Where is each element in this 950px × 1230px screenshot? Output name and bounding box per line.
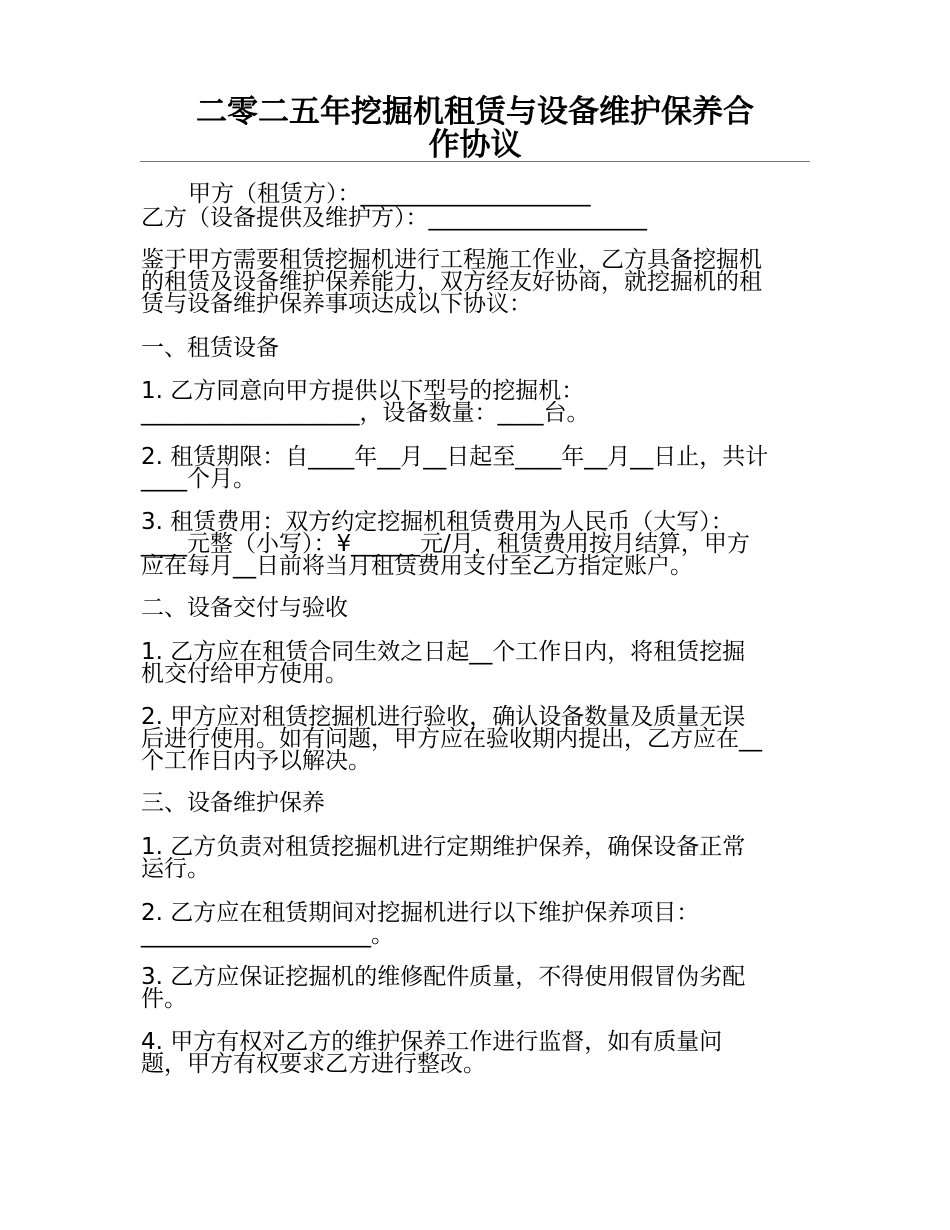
section-2-item-2: [141, 706, 813, 772]
section-1-item-1: [141, 380, 813, 424]
section-1-item-3: [141, 511, 813, 577]
title-divider: [140, 161, 810, 162]
section-heading: 三、设备维护保养: [141, 790, 325, 816]
title-line-2: 作协议: [428, 127, 522, 163]
clause-line: ____________________。: [141, 922, 394, 948]
clause-line: 1. 乙方负责对租赁挖掘机进行定期维护保养，确保设备正常: [141, 834, 746, 860]
section-3-heading: [141, 792, 813, 814]
clause-line: 2. 乙方应在租赁期间对挖掘机进行以下维护保养项目：: [141, 900, 700, 926]
party-a-line: [141, 183, 813, 205]
section-3-item-4: [141, 1031, 813, 1075]
clause-line: 机交付给甲方使用。: [141, 661, 348, 687]
title-line-1: 二零二五年挖掘机租赁与设备维护保养合: [196, 94, 754, 130]
clause-line: 1. 乙方应在租赁合同生效之日起__个工作日内，将租赁挖掘: [141, 639, 746, 665]
clause-line: ____元整（小写）：¥______元/月，租赁费用按月结算，甲方: [141, 531, 750, 557]
clause-line: 应在每月__日前将当月租赁费用支付至乙方指定账户。: [141, 553, 693, 579]
clause-line: ___________________，设备数量：____台。: [141, 400, 590, 426]
clause-line: 题，甲方有权要求乙方进行整改。: [141, 1051, 486, 1077]
clause-line: 4. 甲方有权对乙方的维护保养工作进行监督，如有质量问: [141, 1029, 723, 1055]
party-b-line: [141, 207, 813, 229]
section-3-item-3: [141, 966, 813, 1010]
section-heading: 二、设备交付与验收: [141, 595, 348, 621]
section-2-item-1: [141, 641, 813, 685]
section-3-item-1: [141, 836, 813, 880]
clause-line: 1. 乙方同意向甲方提供以下型号的挖掘机：: [141, 378, 585, 404]
clause-line: 个工作日内予以解决。: [141, 748, 371, 774]
clause-line: 3. 乙方应保证挖掘机的维修配件质量，不得使用假冒伪劣配: [141, 964, 746, 990]
clause-line: ____个月。: [141, 466, 256, 492]
document-title: [140, 96, 810, 162]
section-3-item-2: [141, 902, 813, 946]
clause-line: 运行。: [141, 856, 210, 882]
clause-line: 2. 甲方应对租赁挖掘机进行验收，确认设备数量及质量无误: [141, 704, 746, 730]
section-1-item-2: [141, 446, 813, 490]
clause-line: 2. 租赁期限：自____年__月__日起至____年__月__日止，共计: [141, 444, 769, 470]
preamble-line-2: 的租赁及设备维护保养能力，双方经友好协商，就挖掘机的租: [141, 269, 762, 295]
party-a: 甲方（租赁方）：____________________: [188, 181, 591, 207]
section-1-heading: [141, 337, 813, 359]
clause-line: 后进行使用。如有问题，甲方应在验收期内提出，乙方应在__: [141, 726, 762, 752]
section-heading: 一、租赁设备: [141, 335, 279, 361]
preamble-line-1: 鉴于甲方需要租赁挖掘机进行工程施工作业，乙方具备挖掘机: [141, 247, 762, 273]
preamble-paragraph: [141, 249, 813, 315]
preamble-line-3: 赁与设备维护保养事项达成以下协议：: [141, 291, 532, 317]
clause-line: 件。: [141, 986, 187, 1012]
section-2-heading: [141, 597, 813, 619]
clause-line: 3. 租赁费用：双方约定挖掘机租赁费用为人民币（大写）：: [141, 509, 734, 535]
party-b: 乙方（设备提供及维护方）：___________________: [141, 205, 647, 231]
